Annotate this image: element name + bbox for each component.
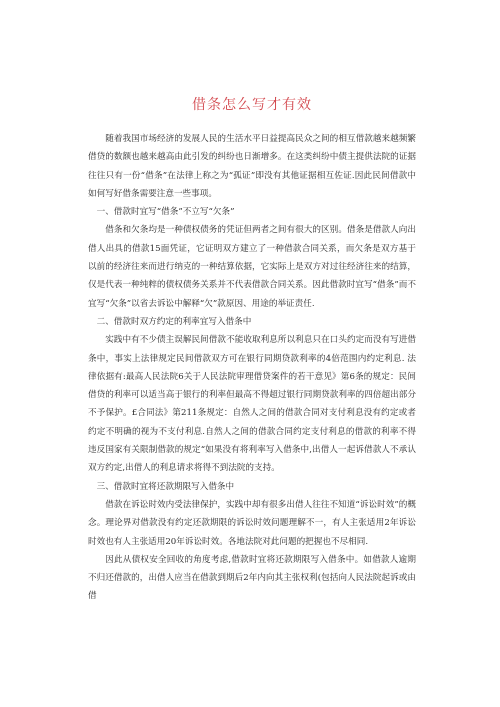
document-body [88,130,416,606]
paragraph-section-3: 借款在诉讼时效内受法律保护，实践中却有很多出借人往往不知道“诉讼时效”的概念。理论界对借款没有约定还款期限的诉讼时效问题理解不一，有人主张适用2年诉讼时效也有人主张适用20年诉讼时效。各地法院对此问题的把握也不尽相同. [88,499,416,547]
document-title: 借条怎么写才有效 [192,97,312,113]
paragraph-section-1: 借条和欠条均是一种债权债务的凭证但两者之间有很大的区别。借条是借款人向出借人出具的借款15面凭证，它证明双方建立了一种借款合同关系，而欠条是双方基于以前的经济往来而进行纳克的一种结算依据，它实际上是双方对过往经济往来的结算，仅是代表一种纯粹的债权债务关系并不代表借款合同关系。因此借款时宜写“借条”而不宜写“欠条”以省去诉讼中解释“欠”款原因、用途的举证责任. [88,225,416,309]
section-heading-1: 一、借款时宜写“借条”不立写“欠条” [96,207,235,218]
paragraph-intro: 随着我国市场经济的发展人民的生活水平日益提高民众之间的相互借款越来越频繁借贷的数额也越来越高由此引发的纠纷也日渐增多。在这类纠纷中债主提供法院的证据往往只有一份“借条”在法律上称之为“孤证”即没有其他证据相互佐证.因此民间借款中如何写好借条需要注意一些事项。 [88,134,416,199]
paragraph-section-3-cont: 因此从债权安全回收的角度考虑,借款时宜将还款期限写入借条中。如借款人逾期不归还借款的，出借人应当在借款到期后2年内向其主张权利(包括向人民法院起诉或由借 [88,554,416,602]
section-heading-3: 三、借款时宜将还款期限写入借条中 [96,481,235,492]
section-heading-2: 二、借款时双方约定的利率宜写入借条中 [96,316,252,327]
paragraph-section-2: 实践中有不少债主误解民间借款不能收取利息所以利息只在口头约定而没有写进借条中，事实上法律规定民间借款双方可在银行同期贷款利率的4倍范围内约定利息. 法律依据有:最高人民法院6关于人民法院审理借贷案件的若干意见》第6条的规定：民间借贷的利率可以适当高于银行的利率但最高不得超过银行同期贷款利率的四倍超出部分不予保护。£合同法》第211条规定：自然人之间的借款合同对支付利息没有约定或者约定不明确的视为不支付利息.自然人之间的借款合同约定支付利息的借款的利率不得违反国家有关限制借款的规定“如果没有将利率写入借条中,出借人一起诉借款人不承认双方约定,出借人的利息请求将得不到法院的支持。 [88,335,416,474]
